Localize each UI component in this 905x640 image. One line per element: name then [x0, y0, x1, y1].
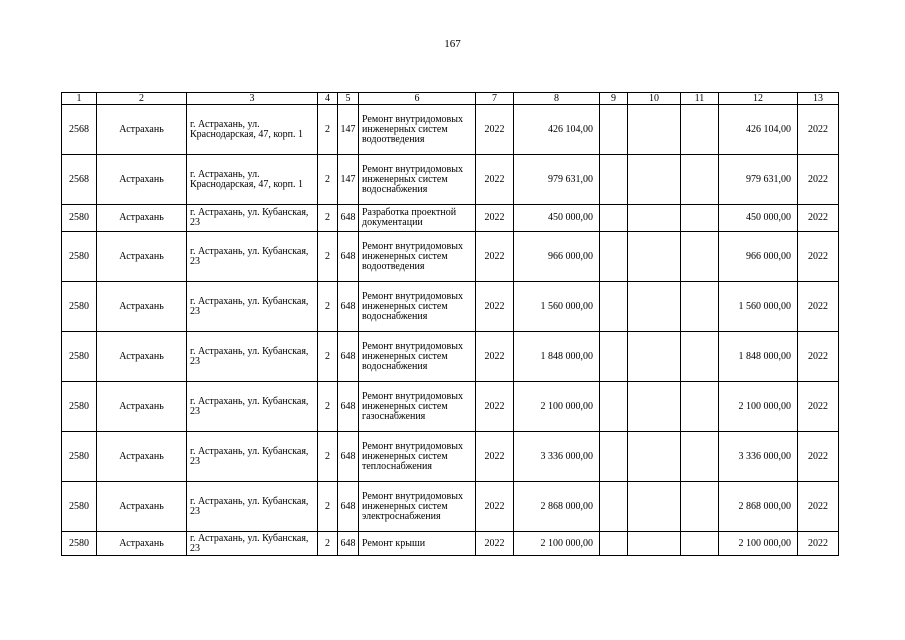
table-row: [62, 232, 839, 282]
col9-cell: [600, 205, 628, 232]
amount-cell: 1 848 000,00: [514, 332, 600, 382]
completion-year-cell: 2022: [798, 482, 839, 532]
amount-cell: 1 560 000,00: [514, 282, 600, 332]
municipality-cell: Астрахань: [97, 382, 187, 432]
year-cell: 2022: [476, 105, 514, 155]
address-cell: г. Астрахань, ул. Кубанская, 23: [187, 482, 318, 532]
amount-cell: 979 631,00: [514, 155, 600, 205]
year-cell: 2022: [476, 232, 514, 282]
work-type-cell: Ремонт внутридомовых инженерных систем водоотведения: [359, 232, 476, 282]
work-type-cell: Ремонт внутридомовых инженерных систем электроснабжения: [359, 482, 476, 532]
row-number-cell: 2580: [62, 532, 97, 556]
municipality-cell: Астрахань: [97, 332, 187, 382]
address-cell: г. Астрахань, ул. Краснодарская, 47, корп. 1: [187, 105, 318, 155]
completion-year-cell: 2022: [798, 332, 839, 382]
col11-cell: [681, 232, 719, 282]
completion-year-cell: 2022: [798, 105, 839, 155]
work-type-cell: Ремонт внутридомовых инженерных систем водоснабжения: [359, 282, 476, 332]
header-cell: 4: [318, 93, 338, 105]
total-cell: 426 104,00: [719, 105, 798, 155]
work-type-cell: Ремонт крыши: [359, 532, 476, 556]
year-cell: 2022: [476, 432, 514, 482]
row-number-cell: 2580: [62, 382, 97, 432]
table-row: [62, 282, 839, 332]
col9-cell: [600, 382, 628, 432]
year-cell: 2022: [476, 282, 514, 332]
col11-cell: [681, 332, 719, 382]
total-cell: 1 560 000,00: [719, 282, 798, 332]
completion-year-cell: 2022: [798, 232, 839, 282]
year-cell: 2022: [476, 155, 514, 205]
col5-cell: 648: [338, 282, 359, 332]
col10-cell: [628, 332, 681, 382]
work-type-cell: Разработка проектной документации: [359, 205, 476, 232]
total-cell: 3 336 000,00: [719, 432, 798, 482]
municipality-cell: Астрахань: [97, 155, 187, 205]
col9-cell: [600, 332, 628, 382]
col5-cell: 648: [338, 332, 359, 382]
col11-cell: [681, 482, 719, 532]
col9-cell: [600, 105, 628, 155]
row-number-cell: 2580: [62, 205, 97, 232]
table-row: [62, 432, 839, 482]
address-cell: г. Астрахань, ул. Кубанская, 23: [187, 532, 318, 556]
year-cell: 2022: [476, 382, 514, 432]
completion-year-cell: 2022: [798, 532, 839, 556]
address-cell: г. Астрахань, ул. Кубанская, 23: [187, 382, 318, 432]
col11-cell: [681, 155, 719, 205]
col4-cell: 2: [318, 232, 338, 282]
col4-cell: 2: [318, 382, 338, 432]
year-cell: 2022: [476, 532, 514, 556]
col9-cell: [600, 532, 628, 556]
header-cell: 2: [97, 93, 187, 105]
work-type-cell: Ремонт внутридомовых инженерных систем газоснабжения: [359, 382, 476, 432]
table-row: [62, 532, 839, 556]
row-number-cell: 2580: [62, 432, 97, 482]
col10-cell: [628, 382, 681, 432]
col9-cell: [600, 282, 628, 332]
row-number-cell: 2580: [62, 282, 97, 332]
header-cell: 8: [514, 93, 600, 105]
col5-cell: 648: [338, 205, 359, 232]
amount-cell: 450 000,00: [514, 205, 600, 232]
col4-cell: 2: [318, 532, 338, 556]
total-cell: 2 100 000,00: [719, 382, 798, 432]
header-cell: 5: [338, 93, 359, 105]
work-type-cell: Ремонт внутридомовых инженерных систем теплоснабжения: [359, 432, 476, 482]
header-cell: 7: [476, 93, 514, 105]
total-cell: 979 631,00: [719, 155, 798, 205]
col11-cell: [681, 205, 719, 232]
col11-cell: [681, 105, 719, 155]
row-number-cell: 2580: [62, 332, 97, 382]
municipality-cell: Астрахань: [97, 205, 187, 232]
total-cell: 2 868 000,00: [719, 482, 798, 532]
col10-cell: [628, 432, 681, 482]
col10-cell: [628, 155, 681, 205]
total-cell: 450 000,00: [719, 205, 798, 232]
col4-cell: 2: [318, 332, 338, 382]
total-cell: 2 100 000,00: [719, 532, 798, 556]
table-row: [62, 205, 839, 232]
col10-cell: [628, 232, 681, 282]
header-cell: 11: [681, 93, 719, 105]
municipality-cell: Астрахань: [97, 105, 187, 155]
total-cell: 1 848 000,00: [719, 332, 798, 382]
col10-cell: [628, 532, 681, 556]
amount-cell: 2 868 000,00: [514, 482, 600, 532]
col5-cell: 147: [338, 155, 359, 205]
col4-cell: 2: [318, 205, 338, 232]
table-row: [62, 155, 839, 205]
header-cell: 13: [798, 93, 839, 105]
row-number-cell: 2580: [62, 482, 97, 532]
header-row: [62, 93, 839, 105]
completion-year-cell: 2022: [798, 382, 839, 432]
col4-cell: 2: [318, 482, 338, 532]
col5-cell: 648: [338, 482, 359, 532]
col9-cell: [600, 482, 628, 532]
col11-cell: [681, 532, 719, 556]
municipality-cell: Астрахань: [97, 482, 187, 532]
col9-cell: [600, 155, 628, 205]
municipality-cell: Астрахань: [97, 432, 187, 482]
col4-cell: 2: [318, 105, 338, 155]
amount-cell: 3 336 000,00: [514, 432, 600, 482]
table-row: [62, 105, 839, 155]
address-cell: г. Астрахань, ул. Кубанская, 23: [187, 282, 318, 332]
header-cell: 6: [359, 93, 476, 105]
municipality-cell: Астрахань: [97, 532, 187, 556]
total-cell: 966 000,00: [719, 232, 798, 282]
col4-cell: 2: [318, 282, 338, 332]
row-number-cell: 2580: [62, 232, 97, 282]
work-type-cell: Ремонт внутридомовых инженерных систем водоснабжения: [359, 332, 476, 382]
year-cell: 2022: [476, 482, 514, 532]
header-cell: 12: [719, 93, 798, 105]
col11-cell: [681, 282, 719, 332]
amount-cell: 426 104,00: [514, 105, 600, 155]
address-cell: г. Астрахань, ул. Кубанская, 23: [187, 232, 318, 282]
address-cell: г. Астрахань, ул. Кубанская, 23: [187, 205, 318, 232]
col9-cell: [600, 232, 628, 282]
table-row: [62, 332, 839, 382]
col10-cell: [628, 482, 681, 532]
amount-cell: 2 100 000,00: [514, 382, 600, 432]
completion-year-cell: 2022: [798, 205, 839, 232]
header-cell: 3: [187, 93, 318, 105]
register-table: [61, 92, 839, 556]
work-type-cell: Ремонт внутридомовых инженерных систем водоотведения: [359, 105, 476, 155]
address-cell: г. Астрахань, ул. Кубанская, 23: [187, 432, 318, 482]
header-cell: 9: [600, 93, 628, 105]
col11-cell: [681, 432, 719, 482]
col5-cell: 648: [338, 532, 359, 556]
col9-cell: [600, 432, 628, 482]
row-number-cell: 2568: [62, 155, 97, 205]
completion-year-cell: 2022: [798, 282, 839, 332]
amount-cell: 966 000,00: [514, 232, 600, 282]
year-cell: 2022: [476, 332, 514, 382]
work-type-cell: Ремонт внутридомовых инженерных систем водоснабжения: [359, 155, 476, 205]
row-number-cell: 2568: [62, 105, 97, 155]
table-row: [62, 482, 839, 532]
table-body: [62, 93, 839, 556]
col5-cell: 147: [338, 105, 359, 155]
col11-cell: [681, 382, 719, 432]
municipality-cell: Астрахань: [97, 282, 187, 332]
col10-cell: [628, 205, 681, 232]
col10-cell: [628, 105, 681, 155]
completion-year-cell: 2022: [798, 155, 839, 205]
year-cell: 2022: [476, 205, 514, 232]
col10-cell: [628, 282, 681, 332]
completion-year-cell: 2022: [798, 432, 839, 482]
col5-cell: 648: [338, 432, 359, 482]
header-cell: 10: [628, 93, 681, 105]
col4-cell: 2: [318, 432, 338, 482]
header-cell: 1: [62, 93, 97, 105]
municipality-cell: Астрахань: [97, 232, 187, 282]
col5-cell: 648: [338, 382, 359, 432]
table-row: [62, 382, 839, 432]
amount-cell: 2 100 000,00: [514, 532, 600, 556]
col5-cell: 648: [338, 232, 359, 282]
page-number: 167: [444, 38, 461, 50]
col4-cell: 2: [318, 155, 338, 205]
address-cell: г. Астрахань, ул. Кубанская, 23: [187, 332, 318, 382]
address-cell: г. Астрахань, ул. Краснодарская, 47, корп. 1: [187, 155, 318, 205]
